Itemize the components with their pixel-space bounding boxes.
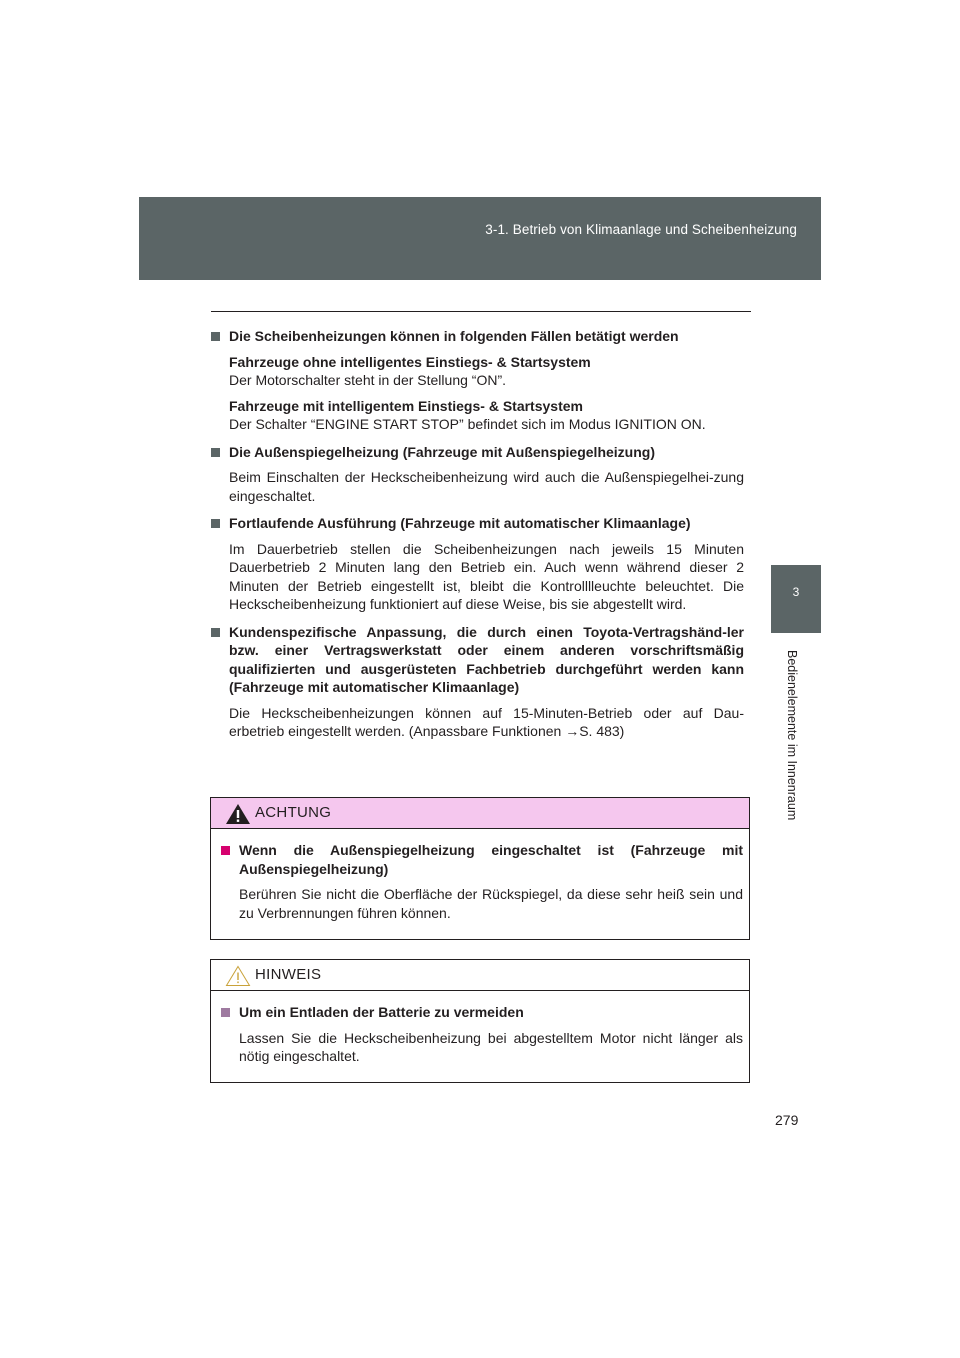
- section-heading: Fortlaufende Ausführung (Fahrzeuge mit automatischer Klimaanlage): [211, 514, 744, 533]
- page-number: 279: [775, 1112, 799, 1128]
- square-bullet-icon: [211, 448, 220, 457]
- sub-heading: Fahrzeuge ohne intelligentes Einstiegs- & Startsystem: [229, 353, 591, 370]
- hinweis-body: [211, 991, 749, 1066]
- warning-icon: [225, 803, 251, 825]
- note-text: Lassen Sie die Heckscheibenheizung bei abgestelltem Motor nicht länger als nötig eingeschaltet.: [239, 1029, 743, 1064]
- chapter-label: Bedienelemente im Innenraum: [785, 650, 799, 821]
- square-bullet-icon: [221, 1008, 230, 1017]
- main-content: [211, 327, 744, 741]
- header-title: 3-1. Betrieb von Klimaanlage und Scheibenheizung: [485, 222, 797, 237]
- section-heading: Die Scheibenheizungen können in folgenden Fällen betätigt werden: [211, 327, 744, 346]
- warning-heading: Wenn die Außenspiegelheizung eingeschaltet ist (Fahrzeuge mit Außenspiegelheizung): [221, 841, 743, 878]
- achtung-box: [210, 797, 750, 940]
- note-heading: Um ein Entladen der Batterie zu vermeiden: [221, 1003, 743, 1022]
- achtung-header: [211, 798, 749, 829]
- hinweis-box: [210, 959, 750, 1083]
- hinweis-header: [211, 960, 749, 991]
- paragraph: Beim Einschalten der Heckscheibenheizung wird auch die Außenspiegelhei-zung eingeschaltet.: [229, 469, 744, 504]
- chapter-tab: [771, 565, 821, 633]
- caution-outline-icon: [225, 965, 251, 987]
- sub-heading: Fahrzeuge mit intelligentem Einstiegs- & Startsystem: [229, 397, 583, 414]
- square-bullet-icon: [211, 628, 220, 637]
- chapter-header: [139, 197, 821, 280]
- warning-text: Berühren Sie nicht die Oberfläche der Rückspiegel, da diese sehr heiß sein und zu Verbrennungen führen können.: [239, 886, 743, 921]
- section-heading: Kundenspezifische Anpassung, die durch einen Toyota-Vertragshänd-ler bzw. einer Vertragswerkstatt oder einem anderen vorschriftsmäßig qualifizierten und ausgerüsteten Fachbetrieb durchgeführt werden kann (Fahrzeuge mit automatischer Klimaanlage): [211, 623, 744, 697]
- top-divider: [211, 311, 751, 312]
- square-bullet-icon: [211, 519, 220, 528]
- achtung-label: ACHTUNG: [255, 804, 332, 821]
- chapter-number: 3: [792, 585, 800, 599]
- section-heading: Die Außenspiegelheizung (Fahrzeuge mit Außenspiegelheizung): [211, 443, 744, 462]
- square-bullet-icon: [221, 846, 230, 855]
- square-bullet-icon: [211, 332, 220, 341]
- hinweis-label: HINWEIS: [255, 966, 322, 983]
- paragraph: Der Schalter “ENGINE START STOP” befindet sich im Modus IGNITION ON.: [229, 416, 706, 432]
- paragraph: Die Heckscheibenheizungen können auf 15-Minuten-Betrieb oder auf Dau-erbetrieb eingestellt werden. (Anpassbare Funktionen →S. 483): [229, 704, 744, 739]
- paragraph: Der Motorschalter steht in der Stellung “ON”.: [229, 372, 506, 388]
- achtung-body: [211, 829, 749, 922]
- paragraph: Im Dauerbetrieb stellen die Scheibenheizungen nach jeweils 15 Minuten Dauerbetrieb 2 Minuten lang den Betrieb ein. Auch wenn während dieser 2 Minuten der Betrieb eingestellt ist, bleibt die Kontrolllleuchte beleuchtet. Die Heckscheibenheizung funktioniert auf diese Weise, bis sie abgestellt wird.: [229, 540, 744, 612]
